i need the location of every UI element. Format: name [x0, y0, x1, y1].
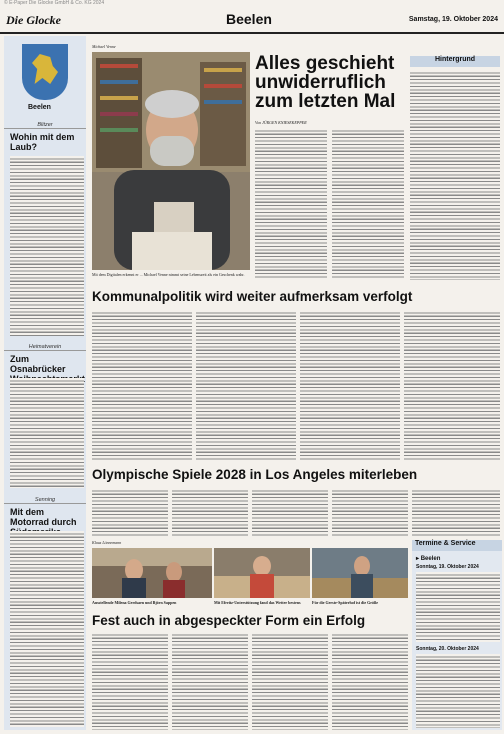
photo-caption: Mit dem Digitalen erkennt er ... Michael Venne nimmt seine Lebenszeit als ein Geschenk wahr. [92, 272, 245, 277]
section-title: Beelen [226, 11, 272, 27]
portrait-photo [92, 52, 250, 270]
sidebar-headline-3: Mit dem Motorrad durch [10, 507, 77, 527]
second-col-3 [300, 310, 400, 462]
event-caption-3: Für die Gerste-Späterhof ist die Größe [312, 600, 379, 605]
third-col-3 [252, 488, 328, 536]
main-headline: Alles geschieht unwiderruflich zum letzten Mal [255, 53, 396, 112]
service-place: ▸ Beelen [416, 556, 441, 562]
fourth-col-1 [92, 632, 168, 730]
fourth-headline: Fest auch in abgespeckter Form ein Erfolg [92, 613, 366, 628]
second-headline: Kommunalpolitik wird weiter aufmerksam verfolgt [92, 289, 413, 304]
third-col-1 [92, 488, 168, 536]
article-column-2 [332, 128, 404, 280]
sidebar-text-2 [10, 378, 84, 488]
masthead [0, 8, 504, 34]
third-col-4 [332, 488, 408, 536]
service-day-1: Sonntag, 19. Oktober 2024 [416, 564, 479, 570]
second-col-2 [196, 310, 296, 462]
event-photo-1 [92, 548, 212, 598]
sidebar-place: Beelen [28, 104, 51, 111]
issue-date: Samstag, 19. Oktober 2024 [408, 16, 498, 23]
photo-credit: Michael Venne [92, 44, 116, 49]
sidebar-kicker-2: Heimatverein [4, 344, 86, 351]
event-caption-2: Mit Efreitz-Unterstützung fand das Wetter bestens [214, 600, 301, 605]
sidebar-kicker-3: Senning [4, 497, 86, 504]
service-day-2: Sonntag, 20. Oktober 2024 [416, 646, 479, 652]
sidebar-headline-1: Wohin mit dem Laub? [10, 132, 75, 152]
event-photo-2 [214, 548, 310, 598]
third-headline: Olympische Spiele 2028 in Los Angeles miterleben [92, 467, 418, 482]
sidebar-headline-2: Zum Osnabrücker [10, 354, 66, 374]
fourth-col-2 [172, 632, 248, 730]
fourth-photo-credit: Klaus Lönnemann [92, 540, 122, 545]
second-col-1 [92, 310, 192, 462]
byline: Von JÜRGEN KNIESEKEPPER [255, 120, 307, 125]
article-column-1 [255, 128, 327, 280]
third-col-5 [412, 488, 500, 536]
background-box-title: Hintergrund [410, 56, 500, 67]
service-events-2 [416, 654, 500, 728]
newspaper-logo: Die Glocke [6, 13, 61, 27]
sidebar-text-3 [10, 531, 84, 727]
sidebar-kicker-1: Blitzer [4, 122, 86, 129]
service-box-title: Termine & Service [412, 540, 502, 551]
event-caption-1: Ausstellende Milena Gerdsaen und Björn Sappen [92, 600, 177, 605]
service-place-label: Beelen [420, 556, 441, 562]
fourth-col-3 [252, 632, 328, 730]
event-photo-3 [312, 548, 408, 598]
coat-of-arms-icon [22, 44, 68, 100]
second-col-4 [404, 310, 500, 462]
service-events-1 [416, 572, 500, 642]
background-box-text [410, 70, 500, 280]
fourth-col-4 [332, 632, 408, 730]
copyright-notice: © E-Paper Die Glocke GmbH & Co. KG 2024 [4, 0, 105, 6]
third-col-2 [172, 488, 248, 536]
sidebar-text-1 [10, 156, 84, 336]
